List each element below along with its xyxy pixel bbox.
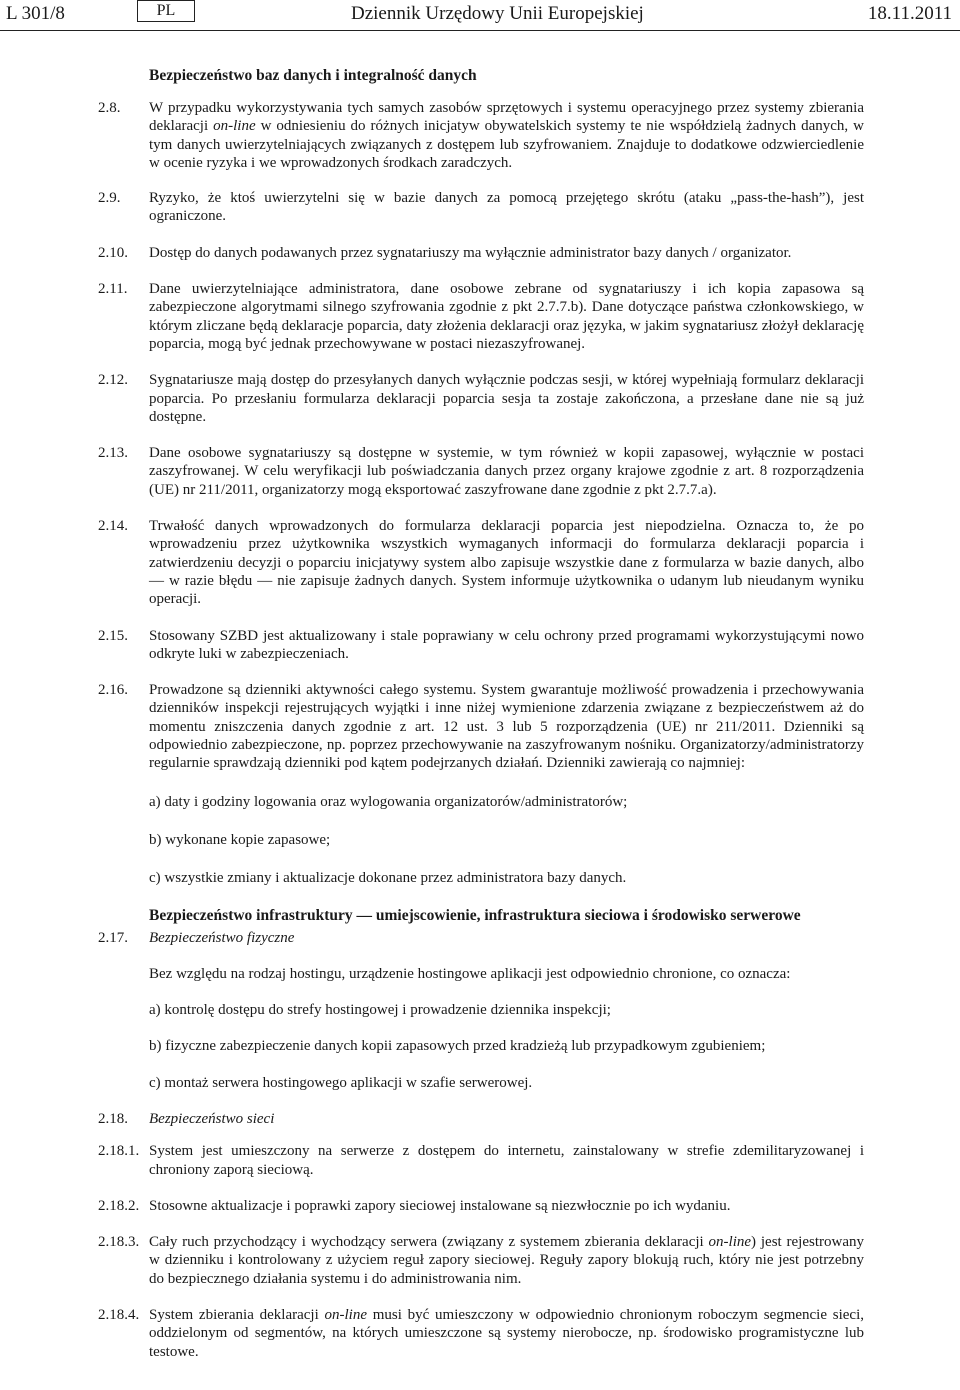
paragraph-number: 2.9. xyxy=(98,190,121,207)
list-item: a) kontrolę dostępu do strefy hostingowej i prowadzenie dziennika inspekcji; xyxy=(149,1002,611,1019)
paragraph-number: 2.18. xyxy=(98,1110,128,1127)
document-body xyxy=(0,66,960,1361)
language-badge: PL xyxy=(137,0,195,22)
paragraph-2-8: 2.8. W przypadku wykorzystywania tych samych zasobów sprzętowych i systemu operacyjnego przez systemy zbierania deklaracji on-line w odniesieniu do różnych inicjatyw obywatelskich systemy te nie współdzielą żadnych danych, w tym danych uwierzytelniających związanych z dostępem lub szyfrowaniem. Znajduje to dodatkowe odzwierciedlenie w ocenie ryzyka i we wprowadzonych środkach zaradczych. xyxy=(98,100,864,171)
journal-title: Dziennik Urzędowy Unii Europejskiej xyxy=(351,3,644,24)
subsection-title: Bezpieczeństwo fizyczne xyxy=(149,929,295,946)
paragraph-number: 2.11. xyxy=(98,281,128,298)
paragraph-number: 2.10. xyxy=(98,244,128,261)
paragraph-number: 2.12. xyxy=(98,372,128,389)
list-item: a) daty i godziny logowania oraz wylogowania organizatorów/administratorów; xyxy=(149,793,628,810)
list-item: b) wykonane kopie zapasowe; xyxy=(149,831,331,848)
paragraph-2-14: 2.14. Trwałość danych wprowadzonych do formularza deklaracji poparcia jest niepodzielna. Oznacza to, że po wprowadzeniu przez użytkownika wszystkich wymaganych informacji do formularza deklaracji poparcia i zatwierdzeniu decyzji o poparciu inicjatywy system albo zapisuje wszystkie dane z formularza w bazie danych, albo — w razie błędu — nie zapisuje żadnych danych. System informuje użytkownika o udanym lub nieudanym wyniku operacji. xyxy=(98,518,864,608)
paragraph-2-18-3: 2.18.3. Cały ruch przychodzący i wychodzący serwera (związany z systemem zbierania deklaracji on-line) jest rejestrowany w dzienniku i kontrolowany z użyciem reguł zapory sieciowej. Reguły zapory blokują ruch, który nie jest potrzebny do bezpiecznego działania systemu i do administrowania nim. xyxy=(98,1234,865,1287)
paragraph-2-16: 2.16. Prowadzone są dzienniki aktywności całego systemu. System gwarantuje możliwość prowadzenia i przechowywania dzienników inspekcji rejestrujących wyjątki i inne niżej wymienione zdarzenia związane z bezpieczeństwem aż do momentu zniszczenia danych zgodnie z art. 12 ust. 3 lub 5 rozporządzenia (UE) nr 211/2011. Dzienniki są odpowiednio zabezpieczone, np. poprzez przechowywanie na zaszyfrowanym nośniku. Organizatorzy/administratorzy regularnie sprawdzają dzienniki pod kątem podejrzanych działań. Dzienniki zawierają co najmniej: xyxy=(98,682,864,772)
paragraph-2-9: 2.9. Ryzyko, że ktoś uwierzytelni się w bazie danych za pomocą przejętego skrótu (ataku „pass-the-hash”), jest ograniczone. xyxy=(98,190,864,225)
paragraph-2-18-2: 2.18.2. Stosowne aktualizacje i poprawki zapory sieciowej instalowane są niezwłocznie po ich wydaniu. xyxy=(98,1197,731,1214)
paragraph-2-13: 2.13. Dane osobowe sygnatariuszy są dostępne w systemie, w tym również w kopii zapasowej, wyłącznie w postaci zaszyfrowanej. W celu weryfikacji lub poświadczania danych przez organy krajowe zgodnie z art. 8 rozporządzenia (UE) nr 211/2011, organizatorzy mogą eksportować zaszyfrowane dane zgodnie z pkt 2.7.7.a). xyxy=(98,445,864,498)
paragraph-number: 2.17. xyxy=(98,929,128,946)
publication-date: 18.11.2011 xyxy=(867,3,952,24)
list-item: c) montaż serwera hostingowego aplikacji w szafie serwerowej. xyxy=(149,1074,533,1091)
paragraph-number: 2.14. xyxy=(98,518,128,535)
paragraph-number: 2.18.3. xyxy=(98,1234,140,1251)
paragraph-number: 2.8. xyxy=(98,100,121,116)
paragraph-2-18-1: 2.18.1. System jest umieszczony na serwerze z dostępem do internetu, zainstalowany w strefie zdemilitaryzowanej i chroniony zaporą sieciową. xyxy=(98,1143,864,1178)
paragraph-number: 2.18.4. xyxy=(98,1307,140,1324)
paragraph-2-17 xyxy=(0,929,960,947)
paragraph-2-11: 2.11. Dane uwierzytelniające administratora, dane osobowe zebrane od sygnatariuszy i ich kopia zapasowa są zabezpieczone algorytmami silnego szyfrowania zgodnie z pkt 2.7.7.b). Dane dotyczące państwa członkowskiego, w którym zliczane będą deklaracje poparcia, daty złożenia deklaracji oraz języka, w jakim sygnatariusz złożył deklarację poparcia, mogą być jednak przechowywane w postaci niezaszyfrowanej. xyxy=(98,281,864,352)
list-item: c) wszystkie zmiany i aktualizacje dokonane przez administratora bazy danych. xyxy=(149,870,627,887)
paragraph-2-18 xyxy=(0,1110,960,1128)
paragraph-2-10: 2.10. Dostęp do danych podawanych przez sygnatariuszy ma wyłącznie administrator bazy danych / organizator. xyxy=(98,244,792,261)
paragraph-2-15: 2.15. Stosowany SZBD jest aktualizowany i stale poprawiany w celu ochrony przed programami wykorzystującymi nowo odkryte luki w zabezpieczeniach. xyxy=(98,627,864,662)
section-heading-db-security: Bezpieczeństwo baz danych i integralność danych xyxy=(149,67,477,84)
paragraph-2-18-4: 2.18.4. System zbierania deklaracji on-line musi być umieszczony w odpowiednio chronionym roboczym segmencie sieci, oddzielonym od segmentów, na których umieszczone są systemy nierobocze, np. środowisko programistyczne lub testowe. xyxy=(98,1307,864,1360)
paragraph-2-12: 2.12. Sygnatariusze mają dostęp do przesyłanych danych wyłącznie podczas sesji, w której wypełniają formularz deklaracji poparcia. Po przesłaniu formularza deklaracji poparcia sesja ta zostaje zakończona, a przesłane dane nie są już dostępne. xyxy=(98,372,864,425)
paragraph-number: 2.18.2. xyxy=(98,1197,140,1214)
paragraph-number: 2.18.1. xyxy=(98,1143,140,1160)
subsection-title: Bezpieczeństwo sieci xyxy=(149,1110,275,1127)
page-reference: L 301/8 xyxy=(6,3,65,24)
paragraph-number: 2.13. xyxy=(98,445,128,462)
paragraph-2-17-text: Bez względu na rodzaj hostingu, urządzenie hostingowe aplikacji jest odpowiednio chronione, co oznacza: xyxy=(149,965,791,982)
page-header xyxy=(0,0,960,31)
list-item: b) fizyczne zabezpieczenie danych kopii zapasowych przed kradzieżą lub przypadkowym zgubieniem; xyxy=(149,1038,766,1055)
paragraph-number: 2.15. xyxy=(98,627,128,644)
paragraph-number: 2.16. xyxy=(98,682,128,699)
section-heading-infrastructure: Bezpieczeństwo infrastruktury — umiejscowienie, infrastruktura sieciowa i środowisko serwerowe xyxy=(149,906,801,924)
